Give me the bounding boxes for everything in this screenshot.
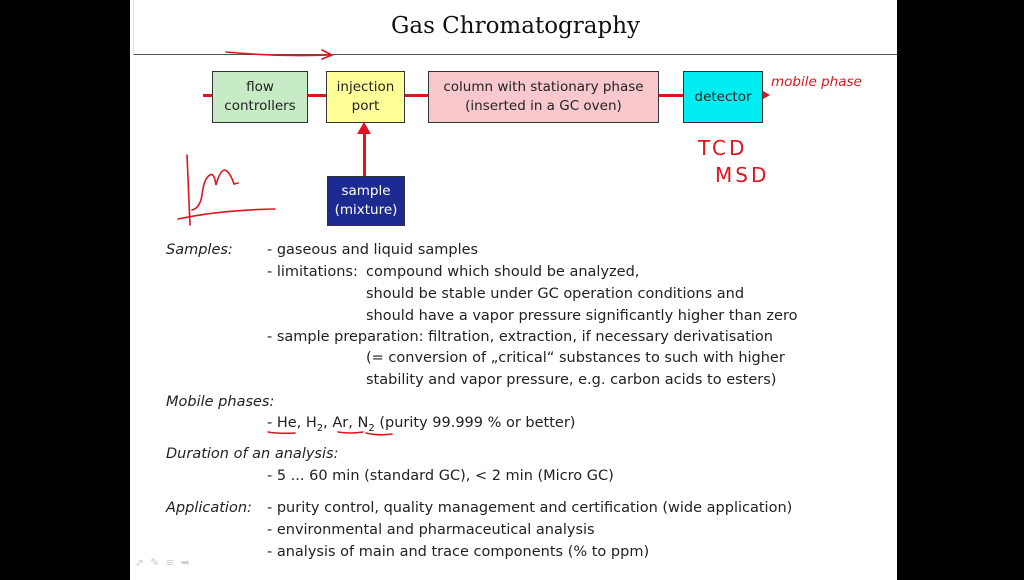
slide [130, 0, 897, 580]
samples-line-2c: should have a vapor pressure significantly higher than zero [366, 308, 798, 324]
arrow-icon[interactable]: ➚ [135, 556, 145, 569]
application-line-3: - analysis of main and trace components (% to ppm) [267, 544, 650, 560]
mobile-phases-line: - He, $H_2$, Ar, $N_2$ (purity 99.999 % or better) [267, 415, 576, 434]
ink-underline-n2 [366, 433, 392, 435]
flow-controllers-box: flow controllers [212, 71, 308, 123]
mobile-phases-heading: Mobile phases: [166, 394, 275, 410]
page-title: Gas Chromatography [390, 13, 641, 39]
duration-line: - 5 ... 60 min (standard GC), < 2 min (Micro GC) [267, 468, 614, 484]
samples-line-1: - gaseous and liquid samples [267, 242, 479, 258]
application-heading: Application: [166, 500, 252, 516]
ink-peak-curve [192, 170, 238, 210]
detector-box: detector [683, 71, 763, 123]
samples-line-2b: should be stable under GC operation conditions and [366, 286, 745, 302]
slide-toolbar [135, 556, 190, 569]
pen-icon[interactable]: ✎ [150, 556, 160, 569]
forward-icon[interactable]: ➥ [180, 556, 190, 569]
application-line-2: - environmental and pharmaceutical analysis [267, 522, 595, 538]
injection-port-box: injection port [326, 71, 405, 123]
samples-line-3a: (= conversion of „critical“ substances to such with higher [366, 350, 785, 366]
sample-box: sample (mixture) [327, 176, 405, 226]
ink-note-tcd: TCD [698, 136, 748, 160]
duration-heading: Duration of an analysis: [166, 446, 339, 462]
samples-line-2a: compound which should be analyzed, [366, 264, 640, 280]
ink-underline-he [268, 432, 295, 433]
ink-arrow-over-injection [226, 52, 330, 56]
mobile-phase-label: mobile phase [771, 74, 862, 90]
application-line-1: - purity control, quality management and certification (wide application) [267, 500, 793, 516]
menu-icon[interactable]: ≡ [165, 556, 175, 569]
samples-line-2-label: - limitations: [267, 264, 358, 280]
handwriting-layer [130, 0, 897, 580]
samples-line-3b: stability and vapor pressure, e.g. carbon acids to esters) [366, 372, 777, 388]
column-box: column with stationary phase (inserted in a GC oven) [428, 71, 659, 123]
ink-note-msd: MSD [715, 163, 770, 187]
samples-heading: Samples: [166, 242, 233, 258]
samples-line-3: - sample preparation: filtration, extraction, if necessary derivatisation [267, 329, 773, 345]
ink-axis-y [187, 155, 190, 225]
ink-underline-ar [338, 432, 363, 433]
